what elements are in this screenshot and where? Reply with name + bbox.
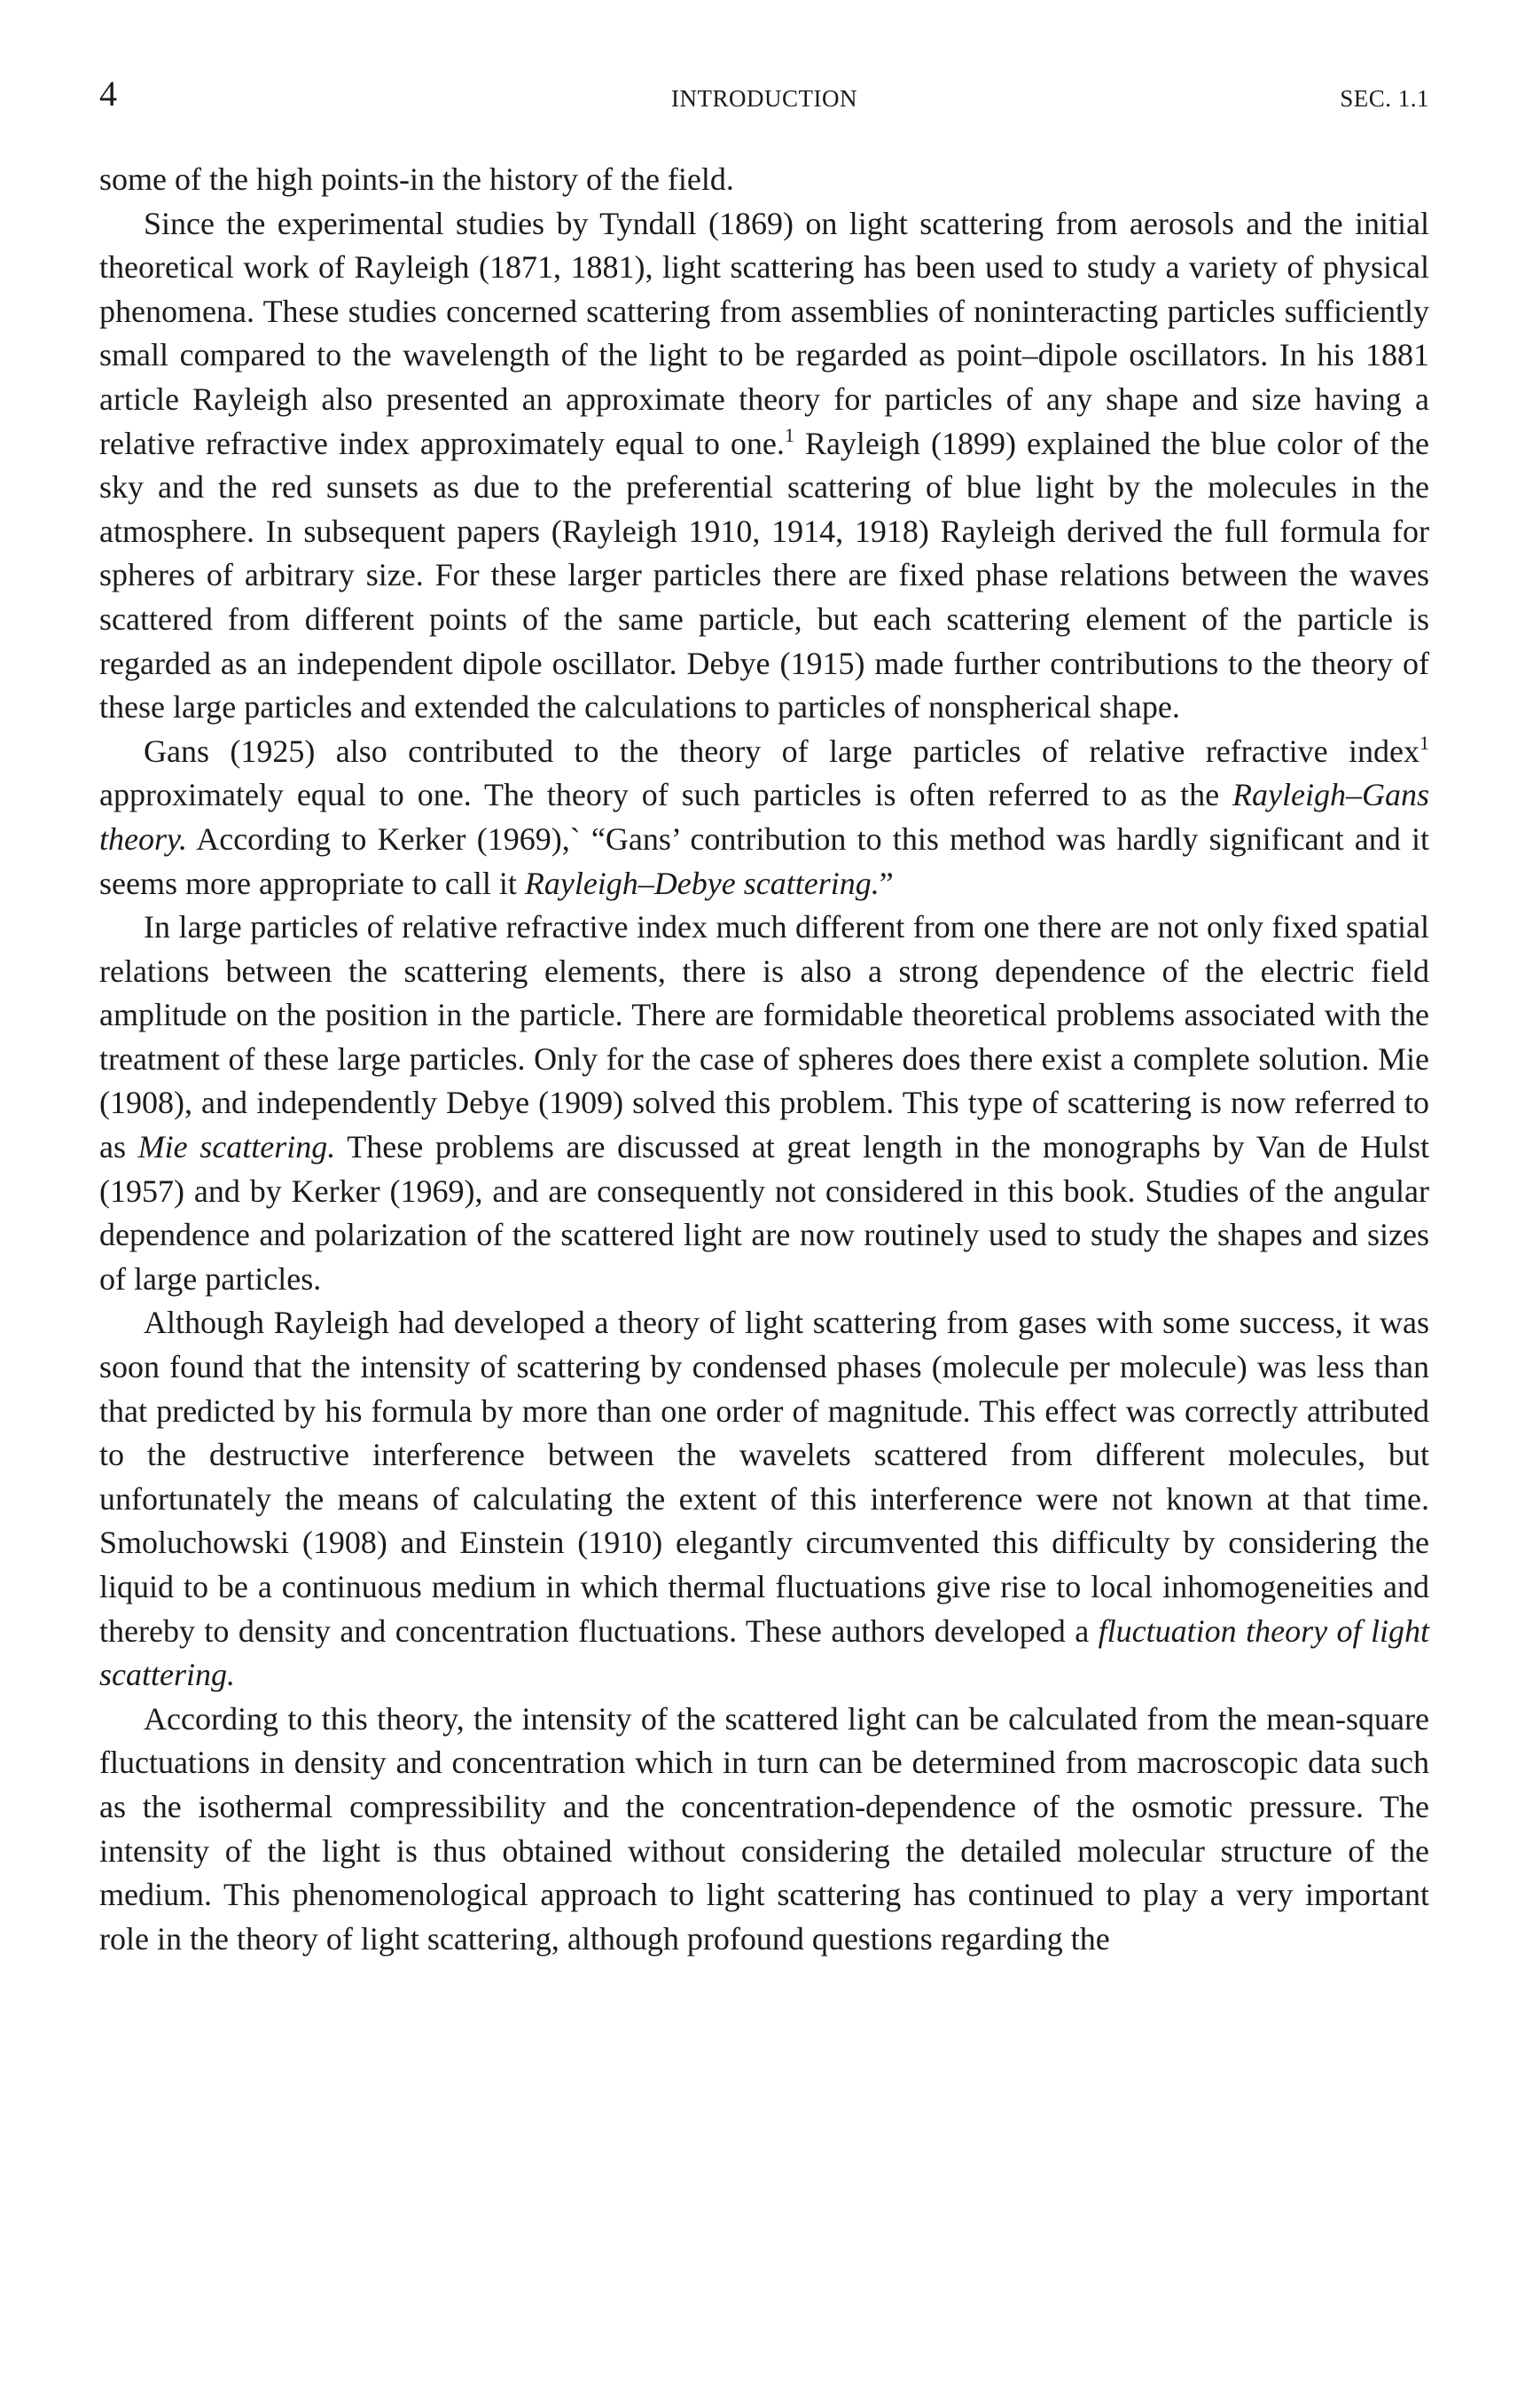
chapter-title: INTRODUCTION (671, 85, 857, 112)
italic-term: Rayleigh–Debye scattering. (524, 865, 880, 901)
italic-term: Mie scattering. (137, 1129, 336, 1165)
paragraph-continuation: some of the high points-in the history of the field. (99, 161, 734, 197)
book-page (99, 71, 1429, 1961)
running-head (99, 71, 1429, 124)
paragraph-mie: In large particles of relative refractive index much different from one there are not only fixed spatial relations between the scattering elements, there is also a strong dependence of the electric field amplitude on the position in the particle. There are formidable theoretical problems associated with the treatment of these large particles. Only for the case of spheres does there exist a complete solution. Mie (1908), and independently Debye (1909) solved this problem. This type of scattering is now referred to as Mie scattering. These problems are discussed at great length in the monographs by Van de Hulst (1957) and by Kerker (1969), and are consequently not considered in this book. Studies of the angular dependence and polarization of the scattered light are now routinely used to study the shapes and sizes of large particles. (99, 909, 1429, 1297)
footnote-marker: 1 (1420, 731, 1429, 754)
section-label: SEC. 1.1 (1340, 85, 1429, 112)
paragraph-gans: Gans (1925) also contributed to the theory of large particles of relative refractive index$^1$ approximately equal to one. The theory of such particles is often referred to as the Rayleigh–Gans theory. According to Kerker (1969),` “Gans’ contribution to this method was hardly significant and it seems more appropriate to call it Rayleigh–Debye scattering.” (99, 731, 1429, 901)
italic-term: Rayleigh–Gans theory. (99, 777, 1429, 857)
page-number: 4 (99, 74, 117, 114)
paragraph-theory: According to this theory, the intensity of the scattered light can be calculated from the mean-square fluctuations in density and concentration which in turn can be determined from macroscopic data such as the isothermal compressibility and the concentration-dependence of the osmotic pressure. The intensity of the light is thus obtained without considering the detailed molecular structure of the medium. This phenomenological approach to light scattering has continued to play a very important role in the theory of light scattering, although profound questions regarding the (99, 1700, 1429, 1957)
paragraph-fluctuation: Although Rayleigh had developed a theory of light scattering from gases with some success, it was soon found that the intensity of scattering by condensed phases (molecule per molecule) was less than that predicted by his formula by more than one order of magnitude. This effect was correctly attributed to the destructive interference between the wavelets scattered from different molecules, but unfortunately the means of calculating the extent of this interference were not known at that time. Smoluchowski (1908) and Einstein (1910) elegantly circumvented this difficulty by considering the liquid to be a continuous medium in which thermal fluctuations give rise to local inhomogeneities and thereby to density and concentration fluctuations. These authors developed a fluctuation theory of light scattering. (99, 1305, 1429, 1693)
paragraph-tyndall-rayleigh: Since the experimental studies by Tyndall (1869) on light scattering from aerosols and the initial theoretical work of Rayleigh (1871, 1881), light scattering has been used to study a variety of physical phenomena. These studies concerned scattering from assemblies of noninteracting particles sufficiently small compared to the wavelength of the light to be regarded as point–dipole oscillators. In his 1881 article Rayleigh also presented an approximate theory for particles of any shape and size having a relative refractive index approximately equal to one.$^1$ Rayleigh (1899) explained the blue color of the sky and the red sunsets as due to the preferential scattering of blue light by the molecules in the atmosphere. In subsequent papers (Rayleigh 1910, 1914, 1918) Rayleigh derived the full formula for spheres of arbitrary size. For these larger particles there are fixed phase relations between the waves scattered from different points of the same particle, but each scattering element of the particle is regarded as an independent dipole oscillator. Debye (1915) made further contributions to the theory of these large particles and extended the calculations to particles of nonspherical shape. (99, 205, 1429, 726)
body-text (99, 158, 1429, 1961)
italic-term: fluctuation theory of light scattering. (99, 1612, 1429, 1693)
footnote-marker: 1 (784, 423, 794, 446)
